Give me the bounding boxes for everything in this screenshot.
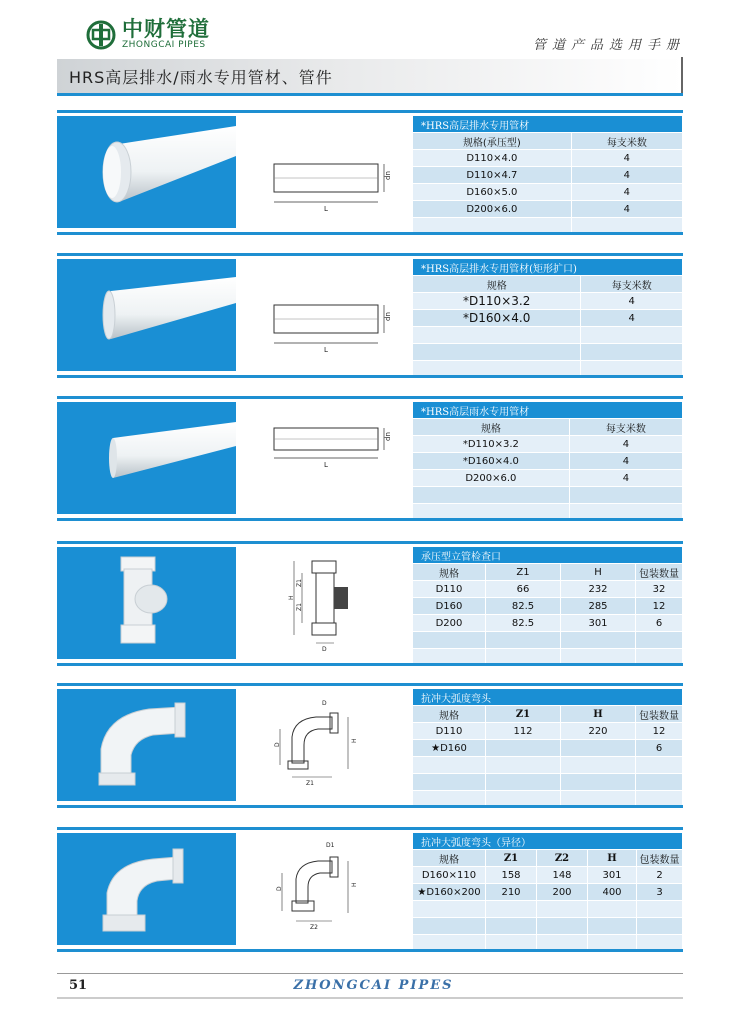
- product-section-inspection-port: [57, 541, 683, 667]
- table-cell: [486, 774, 561, 791]
- table-cell: [413, 327, 581, 344]
- dimension-drawing-elbow: [236, 689, 412, 801]
- table-cell: 210: [486, 884, 537, 901]
- dim-label-H: H: [351, 738, 358, 743]
- brand-name-cn: 中财管道: [122, 17, 210, 41]
- table-cell: 4: [581, 293, 683, 310]
- table-cell: ★D160: [413, 740, 486, 757]
- table-row: [413, 327, 683, 344]
- dim-label-D1: D1: [326, 842, 335, 849]
- table-cell: 4: [581, 310, 683, 327]
- section-bottom-line: [57, 518, 683, 521]
- table-cell: [561, 632, 636, 649]
- table-cell: [537, 901, 588, 918]
- table-cell: [636, 632, 683, 649]
- table-cell: *D160×4.0: [413, 310, 581, 327]
- pipe-photo-icon: [57, 402, 236, 514]
- table-cell: [486, 757, 561, 774]
- table-cell: 148: [537, 867, 588, 884]
- section-bottom-line: [57, 232, 683, 235]
- table-cell: [413, 774, 486, 791]
- product-section-elbow: [57, 683, 683, 809]
- table-cell: D110: [413, 723, 486, 740]
- table-cell: [561, 757, 636, 774]
- dim-label-D: D: [276, 886, 283, 891]
- dim-label-Z1: Z1: [306, 780, 314, 787]
- brand-logo: [86, 18, 210, 51]
- elbow-photo-icon: [57, 689, 236, 801]
- column-header: H: [561, 706, 636, 723]
- table-cell: 12: [636, 598, 683, 615]
- table-cell: [637, 901, 683, 918]
- table-row: [413, 344, 683, 361]
- footer-bar: [57, 997, 683, 999]
- table-cell: 4: [569, 436, 682, 453]
- section-top-line: [57, 253, 683, 256]
- dimension-drawing-inspection-port: [236, 547, 412, 659]
- table-cell: [486, 901, 537, 918]
- table-cell: [486, 918, 537, 935]
- table-row: [413, 293, 683, 310]
- dim-label-L: L: [324, 346, 328, 354]
- table-cell: *D160×4.0: [413, 453, 569, 470]
- column-header: Z2: [537, 850, 588, 867]
- column-header: 规格: [413, 276, 581, 293]
- table-row: [413, 184, 683, 201]
- table-cell: 6: [636, 615, 683, 632]
- table-cell: [413, 344, 581, 361]
- table-row: [413, 867, 683, 884]
- table-cell: 200: [537, 884, 588, 901]
- column-header: 包装数量: [636, 706, 683, 723]
- spec-table-pipe-rect-socket: [413, 259, 683, 378]
- table-cell: [561, 774, 636, 791]
- table-cell: 112: [486, 723, 561, 740]
- column-header: Z1: [486, 706, 561, 723]
- table-row: [413, 901, 683, 918]
- dim-label-dn: dn: [384, 432, 392, 441]
- product-photo-pipe: [57, 116, 236, 228]
- section-bottom-line: [57, 949, 683, 952]
- table-cell: [588, 901, 637, 918]
- table-title: 抗冲大弧度弯头: [413, 689, 683, 706]
- table-cell: 4: [571, 184, 682, 201]
- pipe-drawing-icon: [236, 402, 412, 514]
- table-cell: D110×4.7: [413, 167, 571, 184]
- dimension-drawing-reducing-elbow: [236, 833, 412, 945]
- page-number: 51: [69, 978, 88, 993]
- column-header: 每支米数: [571, 133, 682, 150]
- section-bottom-line: [57, 375, 683, 378]
- title-divider: [681, 57, 683, 93]
- table-cell: 12: [636, 723, 683, 740]
- logo-mark-icon: [86, 20, 116, 50]
- inspection-port-photo-icon: [57, 547, 236, 659]
- dim-label-H: H: [288, 595, 295, 600]
- dim-label-L: L: [324, 205, 328, 213]
- section-top-line: [57, 683, 683, 686]
- table-cell: 4: [569, 470, 682, 487]
- dim-label-dn: dn: [384, 312, 392, 321]
- table-cell: [413, 487, 569, 504]
- table-row: [413, 453, 683, 470]
- table-cell: [537, 918, 588, 935]
- product-photo-elbow: [57, 689, 236, 801]
- pipe-photo-icon: [57, 116, 236, 228]
- table-cell: [486, 632, 561, 649]
- product-photo-inspection-port: [57, 547, 236, 659]
- table-cell: [637, 918, 683, 935]
- table-cell: 220: [561, 723, 636, 740]
- table-cell: [581, 327, 683, 344]
- dim-label-Z2: Z2: [310, 924, 318, 931]
- table-cell: [486, 740, 561, 757]
- brand-name-en: ZHONGCAI PIPES: [122, 40, 206, 50]
- column-header: 规格: [413, 706, 486, 723]
- reducing-elbow-photo-icon: [57, 833, 236, 945]
- table-cell: [569, 487, 682, 504]
- table-cell: 32: [636, 581, 683, 598]
- table-cell: *D110×3.2: [413, 293, 581, 310]
- table-row: [413, 598, 683, 615]
- table-cell: D110: [413, 581, 486, 598]
- table-cell: [413, 918, 486, 935]
- table-row: [413, 581, 683, 598]
- table-row: [413, 310, 683, 327]
- product-section-pipe: [57, 110, 683, 236]
- column-header: 每支米数: [569, 419, 682, 436]
- product-section-rain-pipe: [57, 396, 683, 522]
- table-row: [413, 774, 683, 791]
- dim-label-Z1: Z1: [296, 579, 303, 587]
- table-cell: D160×110: [413, 867, 486, 884]
- table-row: [413, 723, 683, 740]
- product-section-reducing-elbow: [57, 827, 683, 953]
- table-cell: [413, 901, 486, 918]
- column-header: 规格(承压型): [413, 133, 571, 150]
- dim-label-H: H: [351, 882, 358, 887]
- table-title: *HRS高层雨水专用管材: [413, 402, 683, 419]
- product-photo-reducing-elbow: [57, 833, 236, 945]
- table-cell: D200×6.0: [413, 470, 569, 487]
- table-cell: 4: [569, 453, 682, 470]
- product-photo-pipe: [57, 402, 236, 514]
- column-header: 每支米数: [581, 276, 683, 293]
- spec-table-reducing-elbow: [413, 833, 683, 952]
- section-top-line: [57, 396, 683, 399]
- table-cell: 4: [571, 167, 682, 184]
- table-cell: 158: [486, 867, 537, 884]
- table-row: [413, 436, 683, 453]
- column-header: Z1: [486, 850, 537, 867]
- table-cell: *D110×3.2: [413, 436, 569, 453]
- table-cell: [588, 918, 637, 935]
- table-cell: 82.5: [486, 615, 561, 632]
- table-cell: 301: [561, 615, 636, 632]
- pipe-drawing-icon: [236, 116, 412, 228]
- manual-title: 管道产品选用手册: [532, 38, 685, 53]
- dimension-drawing-pipe: [236, 402, 412, 514]
- table-cell: [413, 632, 486, 649]
- spec-table-pipe: [413, 116, 683, 235]
- table-cell: 6: [636, 740, 683, 757]
- table-cell: D200: [413, 615, 486, 632]
- table-row: [413, 632, 683, 649]
- table-cell: 400: [588, 884, 637, 901]
- column-header: 包装数量: [637, 850, 683, 867]
- table-cell: 82.5: [486, 598, 561, 615]
- reducing-elbow-drawing-icon: [236, 833, 412, 945]
- table-cell: [581, 344, 683, 361]
- table-cell: 4: [571, 150, 682, 167]
- table-cell: 66: [486, 581, 561, 598]
- table-row: [413, 167, 683, 184]
- column-header: H: [588, 850, 637, 867]
- section-bottom-line: [57, 663, 683, 666]
- table-cell: 301: [588, 867, 637, 884]
- column-header: 包装数量: [636, 564, 683, 581]
- spec-table-rain-pipe: [413, 402, 683, 521]
- inspection-port-drawing-icon: [236, 547, 412, 659]
- column-header: 规格: [413, 419, 569, 436]
- spec-table-elbow: [413, 689, 683, 808]
- table-cell: 232: [561, 581, 636, 598]
- pipe-drawing-icon: [236, 259, 412, 371]
- table-title: *HRS高层排水专用管材: [413, 116, 683, 133]
- table-cell: 3: [637, 884, 683, 901]
- section-top-line: [57, 541, 683, 544]
- table-cell: D200×6.0: [413, 201, 571, 218]
- column-header: H: [561, 564, 636, 581]
- table-row: [413, 918, 683, 935]
- dim-label-dn: dn: [384, 171, 392, 180]
- section-top-line: [57, 827, 683, 830]
- dim-label-D: D: [322, 646, 327, 653]
- table-cell: [413, 757, 486, 774]
- page-title-bar: [57, 59, 683, 96]
- table-cell: [561, 740, 636, 757]
- footer-divider: [57, 973, 683, 974]
- spec-table-inspection-port: [413, 547, 683, 666]
- section-top-line: [57, 110, 683, 113]
- pipe-photo-icon: [57, 259, 236, 371]
- elbow-drawing-icon: [236, 689, 412, 801]
- table-row: [413, 150, 683, 167]
- section-bottom-line: [57, 805, 683, 808]
- table-cell: D160: [413, 598, 486, 615]
- table-cell: D110×4.0: [413, 150, 571, 167]
- table-title: 承压型立管检查口: [413, 547, 683, 564]
- column-header: 规格: [413, 564, 486, 581]
- column-header: 规格: [413, 850, 486, 867]
- table-row: [413, 201, 683, 218]
- table-cell: 2: [637, 867, 683, 884]
- table-row: [413, 615, 683, 632]
- column-header: Z1: [486, 564, 561, 581]
- table-cell: ★D160×200: [413, 884, 486, 901]
- dimension-drawing-pipe: [236, 116, 412, 228]
- dim-label-D: D: [274, 742, 281, 747]
- table-row: [413, 884, 683, 901]
- table-row: [413, 757, 683, 774]
- dim-label-D: D: [322, 700, 327, 707]
- dimension-drawing-pipe: [236, 259, 412, 371]
- table-row: [413, 487, 683, 504]
- table-title: 抗冲大弧度弯头（异径）: [413, 833, 683, 850]
- product-photo-pipe: [57, 259, 236, 371]
- dim-label-L: L: [324, 461, 328, 469]
- table-title: *HRS高层排水专用管材(矩形扩口): [413, 259, 683, 276]
- table-cell: [636, 774, 683, 791]
- table-cell: [636, 757, 683, 774]
- table-cell: 4: [571, 201, 682, 218]
- table-cell: 285: [561, 598, 636, 615]
- page-title: HRS高层排水/雨水专用管材、管件: [69, 68, 333, 87]
- table-row: [413, 470, 683, 487]
- table-cell: D160×5.0: [413, 184, 571, 201]
- product-section-pipe-rect-socket: [57, 253, 683, 379]
- dim-label-Z1: Z1: [296, 603, 303, 611]
- footer-brand: ZHONGCAI PIPES: [293, 978, 454, 993]
- table-row: [413, 740, 683, 757]
